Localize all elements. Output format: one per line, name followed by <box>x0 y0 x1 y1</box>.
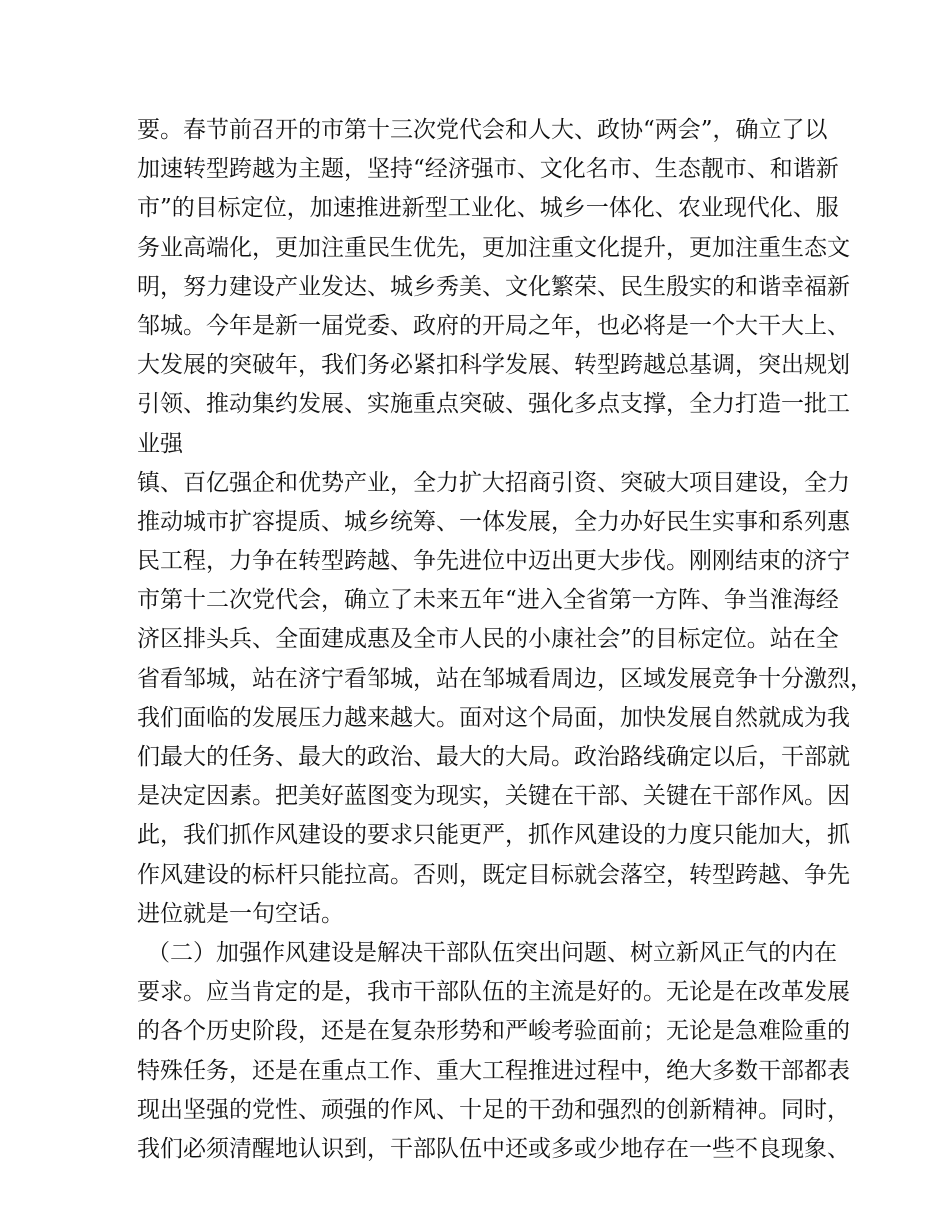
text-line: 们最大的任务、最大的政治、最大的大局。政治路线确定以后，干部就 <box>137 744 850 770</box>
text-line: 明，努力建设产业发达、城乡秀美、文化繁荣、民生殷实的和谐幸福新 <box>137 273 850 300</box>
text-line: 的各个历史阶段，还是在复杂形势和严峻考验面前；无论是急难险重的 <box>137 1018 850 1045</box>
text-line: 省看邹城，站在济宁看邹城，站在邹城看周边，区域发展竞争十分激烈， <box>137 665 873 692</box>
text-line: 作风建设的标杆只能拉高。否则，既定目标就会落空，转型跨越、争先 <box>137 861 850 888</box>
text-line: 是决定因素。把美好蓝图变为现实，关键在干部、关键在干部作风。因 <box>137 783 850 810</box>
text-line: 推动城市扩容提质、城乡统筹、一体发展，全力办好民生实事和系列惠 <box>137 508 850 535</box>
text-line: 业强 <box>137 430 183 457</box>
text-line: 大发展的突破年，我们务必紧扣科学发展、转型跨越总基调，突出规划 <box>137 352 850 379</box>
section-heading-line: （二）加强作风建设是解决干部队伍突出问题、树立新风正气的内在 <box>147 939 837 966</box>
text-line: 我们面临的发展压力越来越大。面对这个局面，加快发展自然就成为我 <box>137 704 850 731</box>
text-line: 加速转型跨越为主题，坚持“经济强市、文化名市、生态靓市、和谐新 <box>137 156 839 183</box>
text-line: 邹城。今年是新一届党委、政府的开局之年，也必将是一个大干大上、 <box>137 312 850 339</box>
text-line: 此，我们抓作风建设的要求只能更严，抓作风建设的力度只能加大，抓 <box>137 822 850 849</box>
text-line: 要求。应当肯定的是，我市干部队伍的主流是好的。无论是在改革发展 <box>137 979 850 1006</box>
text-line: 市第十二次党代会，确立了未来五年“进入全省第一方阵、争当淮海经 <box>137 587 839 614</box>
text-line: 引领、推动集约发展、实施重点突破、强化多点支撑，全力打造一批工 <box>137 391 850 418</box>
text-line: 特殊任务，还是在重点工作、重大工程推进过程中，绝大多数干部都表 <box>137 1057 850 1084</box>
body-text <box>137 111 873 1169</box>
text-line: 民工程，力争在转型跨越、争先进位中迈出更大步伐。刚刚结束的济宁 <box>137 548 850 575</box>
text-line: 要。春节前召开的市第十三次党代会和人大、政协“两会”，确立了以 <box>137 117 828 143</box>
text-line: 进位就是一句空话。 <box>137 900 344 927</box>
text-line: 我们必须清醒地认识到，干部队伍中还或多或少地存在一些不良现象、 <box>137 1135 850 1162</box>
text-line: 现出坚强的党性、顽强的作风、十足的干劲和强烈的创新精神。同时， <box>137 1096 850 1123</box>
text-line: 济区排头兵、全面建成惠及全市人民的小康社会”的目标定位。站在全 <box>137 626 839 653</box>
text-line: 镇、百亿强企和优势产业，全力扩大招商引资、突破大项目建设，全力 <box>137 469 850 496</box>
text-line: 市”的目标定位，加速推进新型工业化、城乡一体化、农业现代化、服 <box>137 195 839 222</box>
text-line: 务业高端化，更加注重民生优先，更加注重文化提升，更加注重生态文 <box>137 234 850 261</box>
